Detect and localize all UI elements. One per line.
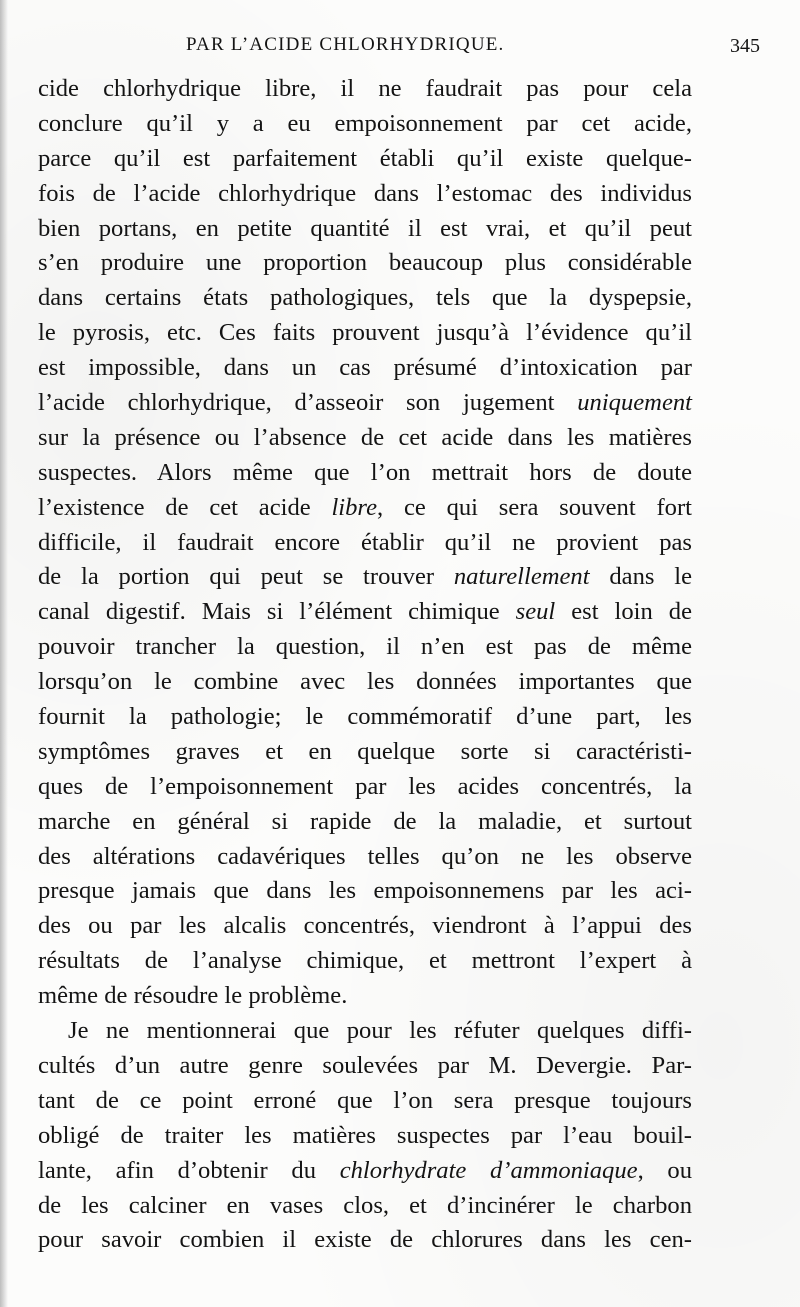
text-line: [38, 944, 692, 979]
running-title: PAR L’ACIDE CHLORHYDRIQUE.: [186, 34, 505, 55]
text-run: lante, afin d’obtenir du: [38, 1156, 340, 1184]
text-line: [38, 386, 692, 421]
text-run: bien portans, en petite quantité il est vrai, et qu’il peut: [38, 214, 692, 242]
text-run: pour savoir combien il existe de chlorures dans les cen-: [38, 1226, 692, 1254]
text-line: [38, 595, 692, 630]
text-line: [38, 526, 692, 561]
text-line: [38, 909, 692, 944]
text-line: [38, 316, 692, 351]
text-run: l’acide chlorhydrique, d’asseoir son jugement: [38, 389, 578, 417]
text-run: difficile, il faudrait encore établir qu’il ne provient pas: [38, 528, 692, 556]
italic-text-run: seul: [515, 598, 556, 626]
text-run: le pyrosis, etc. Ces faits prouvent jusqu’à l’évidence qu’il: [38, 319, 692, 347]
italic-text-run: libre: [331, 493, 377, 521]
text-line: [38, 700, 692, 735]
text-run: Je ne mentionnerai que pour les réfuter quelques diffi-: [68, 1017, 692, 1045]
text-line: [38, 351, 692, 386]
text-run: suspectes. Alors même que l’on mettrait hors de doute: [38, 458, 692, 486]
text-run: des altérations cadavériques telles qu’on ne les observe: [38, 842, 692, 870]
text-line: [38, 874, 692, 909]
text-run: est impossible, dans un cas présumé d’intoxication par: [38, 354, 692, 382]
text-line: [38, 212, 692, 247]
text-run: de les calciner en vases clos, et d’incinérer le charbon: [38, 1191, 692, 1219]
text-run: dans certains états pathologiques, tels que la dyspepsie,: [38, 284, 692, 312]
text-line: [38, 107, 692, 142]
italic-text-run: uniquement: [577, 389, 692, 417]
text-line: [38, 491, 692, 526]
text-run: presque jamais que dans les empoisonnemens par les aci-: [38, 877, 692, 905]
text-line: [38, 1049, 692, 1084]
text-line: [38, 456, 692, 491]
text-line: [38, 665, 692, 700]
text-line: [38, 177, 692, 212]
text-run: parce qu’il est parfaitement établi qu’il existe quelque-: [38, 144, 692, 172]
text-run: marche en général si rapide de la maladie, et surtout: [38, 807, 692, 835]
text-run: est loin de: [555, 598, 692, 626]
italic-text-run: chlorhydrate d’ammoniaque: [339, 1156, 638, 1184]
text-line: [38, 246, 692, 281]
text-line: [38, 1119, 692, 1154]
text-run: symptômes graves et en quelque sorte si caractéristi-: [38, 737, 692, 765]
text-run: obligé de traiter les matières suspectes par l’eau bouil-: [38, 1121, 692, 1149]
text-line: [38, 1189, 692, 1224]
text-line: [38, 1154, 692, 1189]
text-line: [38, 840, 692, 875]
page-gutter-shadow: [0, 0, 8, 1307]
text-line: [38, 142, 692, 177]
text-run: des ou par les alcalis concentrés, viendront à l’appui des: [38, 912, 692, 940]
text-line: [38, 805, 692, 840]
text-run: s’en produire une proportion beaucoup plus considérable: [38, 249, 692, 277]
text-line: [38, 630, 692, 665]
text-run: lorsqu’on le combine avec les données importantes que: [38, 668, 692, 696]
text-line: [38, 979, 692, 1014]
text-line: [38, 1084, 692, 1119]
text-run: de la portion qui peut se trouver: [38, 563, 454, 591]
text-run: , ou: [637, 1156, 693, 1184]
text-run: résultats de l’analyse chimique, et mettront l’expert à: [38, 947, 692, 975]
text-line: [38, 281, 692, 316]
text-line: [38, 1223, 692, 1258]
text-line: [38, 560, 692, 595]
text-run: conclure qu’il y a eu empoisonnement par cet acide,: [38, 109, 692, 137]
body-text: [38, 72, 692, 1258]
text-run: l’existence de cet acide: [38, 493, 332, 521]
page-number: 345: [730, 35, 760, 57]
text-run: sur la présence ou l’absence de cet acide dans les matières: [38, 423, 692, 451]
text-line: [38, 735, 692, 770]
text-run: cultés d’un autre genre soulevées par M. Devergie. Par-: [38, 1051, 692, 1079]
text-run: cide chlorhydrique libre, il ne faudrait pas pour cela: [38, 75, 692, 102]
text-line: [38, 421, 692, 456]
text-run: canal digestif. Mais si l’élément chimique: [38, 598, 516, 626]
text-run: même de résoudre le problème.: [38, 982, 348, 1010]
text-run: tant de ce point erroné que l’on sera presque toujours: [38, 1086, 692, 1114]
italic-text-run: naturellement: [453, 563, 590, 591]
text-line: [38, 72, 692, 107]
text-run: ques de l’empoisonnement par les acides concentrés, la: [38, 772, 692, 800]
text-run: fournit la pathologie; le commémoratif d’une part, les: [38, 703, 692, 731]
text-run: pouvoir trancher la question, il n’en est pas de même: [38, 633, 692, 661]
text-run: fois de l’acide chlorhydrique dans l’estomac des individus: [38, 179, 692, 207]
text-run: , ce qui sera souvent fort: [377, 493, 692, 521]
text-line: [38, 1014, 692, 1049]
page-header: [0, 26, 800, 66]
text-run: dans le: [589, 563, 692, 591]
text-line: [38, 770, 692, 805]
